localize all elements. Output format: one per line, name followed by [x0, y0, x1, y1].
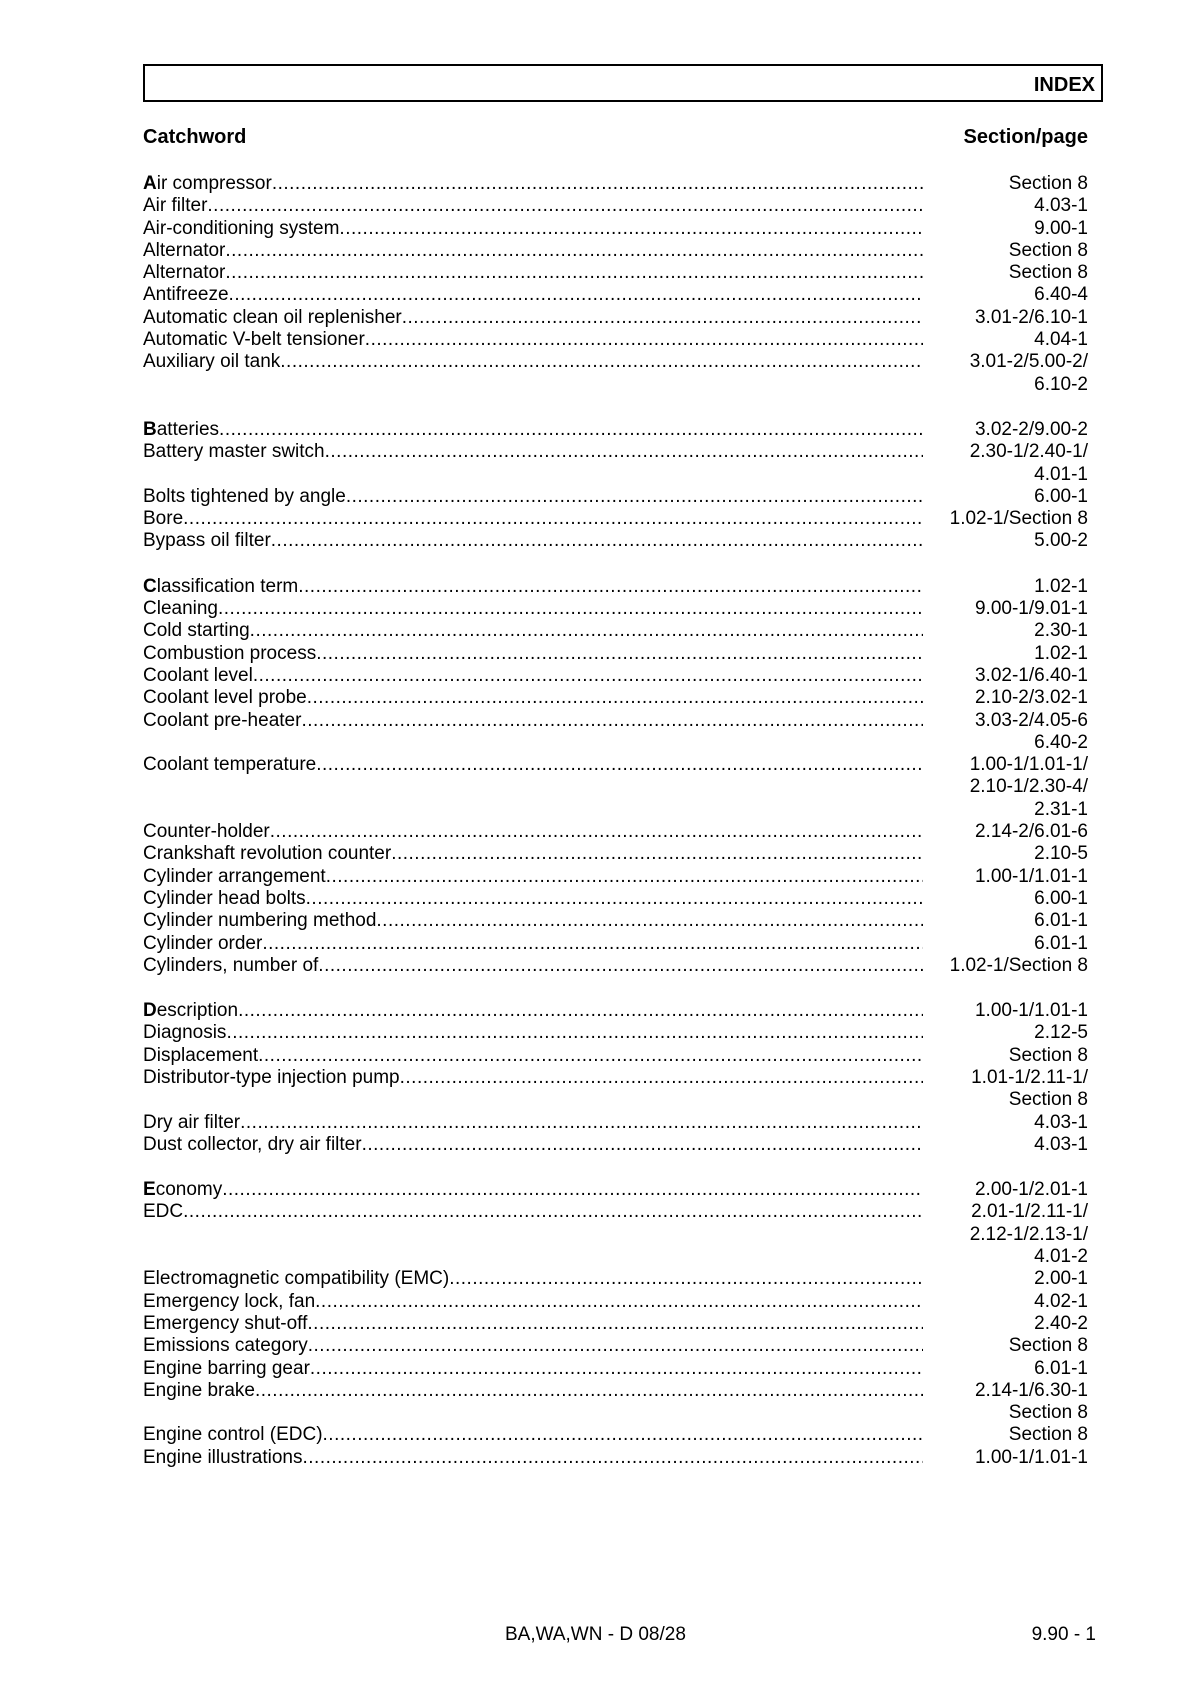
page-ref-line: 6.00-1 — [1034, 887, 1088, 909]
index-entry — [143, 1358, 1088, 1380]
catchword — [143, 933, 923, 955]
catchword-text: Automatic V-belt tensioner — [143, 329, 365, 351]
page-ref-line: 9.00-1/9.01-1 — [974, 598, 1088, 620]
catchword-text: Dry air filter — [143, 1111, 241, 1133]
group-initial-letter: A — [143, 173, 157, 194]
catchword — [143, 955, 923, 977]
catchword-text: Emissions category — [143, 1335, 308, 1357]
section-page-ref — [923, 173, 1088, 195]
index-entry — [143, 1291, 1088, 1313]
catchword-text: EDC — [143, 1201, 184, 1223]
section-page-ref — [923, 888, 1088, 910]
dot-leader — [226, 1022, 923, 1044]
dot-leader — [318, 955, 923, 977]
section-page-ref — [923, 240, 1088, 262]
page-ref-line: Section 8 — [1008, 239, 1088, 261]
index-entry — [143, 1313, 1088, 1335]
index-entry — [143, 218, 1088, 240]
catchword-column-header: Catchword — [143, 126, 247, 148]
section-page-ref — [923, 284, 1088, 306]
catchword — [143, 240, 923, 262]
catchword-text: Displacement — [143, 1044, 259, 1066]
section-page-ref — [923, 1358, 1088, 1380]
index-entry — [143, 710, 1088, 755]
catchword-text: Cylinder arrangement — [143, 865, 326, 887]
index-entry — [143, 508, 1088, 530]
catchword — [143, 351, 923, 373]
dot-leader — [323, 1424, 923, 1446]
page-ref-line: 1.01-1/2.11-1/ — [971, 1066, 1088, 1088]
dot-leader — [255, 1380, 923, 1402]
page-ref-line: 3.02-2/9.00-2 — [974, 418, 1088, 440]
catchword-text: Battery master switch — [143, 441, 325, 463]
section-page-ref — [923, 933, 1088, 955]
catchword-text: Engine control (EDC) — [143, 1424, 323, 1446]
page-ref-line: Section 8 — [1008, 1089, 1088, 1111]
index-entry — [143, 284, 1088, 306]
catchword — [143, 665, 923, 687]
page-ref-line: 6.40-4 — [1034, 284, 1088, 306]
catchword — [143, 710, 923, 732]
dot-leader — [346, 486, 923, 508]
catchword — [143, 1134, 923, 1156]
section-page-ref — [923, 1291, 1088, 1313]
catchword-text: Cylinder numbering method — [143, 910, 377, 932]
index-entry — [143, 1268, 1088, 1290]
catchword-text: conomy — [155, 1179, 223, 1201]
index-entry — [143, 240, 1088, 262]
page-ref-line: Section 8 — [1008, 173, 1088, 194]
page-ref-line: 2.10-2/3.02-1 — [974, 687, 1088, 709]
catchword — [143, 888, 923, 910]
catchword — [143, 1358, 923, 1380]
catchword — [143, 1268, 923, 1290]
index-entry — [143, 1022, 1088, 1044]
index-group — [143, 1179, 1088, 1469]
dot-leader — [222, 1179, 923, 1201]
section-page-ref — [923, 508, 1088, 530]
page-ref-line: 6.10-2 — [1034, 373, 1088, 395]
index-entry — [143, 262, 1088, 284]
catchword-text: Crankshaft revolution counter — [143, 843, 392, 865]
page-ref-line: 1.00-1/1.01-1/ — [969, 754, 1088, 776]
dot-leader — [307, 687, 923, 709]
section-page-ref — [923, 1268, 1088, 1290]
catchword-text: escription — [156, 1000, 239, 1022]
catchword — [143, 441, 923, 463]
index-entry — [143, 351, 1088, 396]
index-entry — [143, 307, 1088, 329]
dot-leader — [362, 1134, 923, 1156]
section-page-ref — [923, 1179, 1088, 1201]
section-page-ref — [923, 262, 1088, 284]
index-entry — [143, 530, 1088, 552]
dot-leader — [218, 598, 923, 620]
dot-leader — [219, 419, 923, 441]
index-entry — [143, 843, 1088, 865]
catchword-text: Bore — [143, 508, 184, 530]
catchword-text: Cold starting — [143, 620, 250, 642]
index-entry — [143, 486, 1088, 508]
catchword — [143, 262, 923, 284]
section-page-ref — [923, 1000, 1088, 1022]
catchword-text: Air filter — [143, 195, 208, 217]
section-page-ref — [923, 1045, 1088, 1067]
section-page-ref — [923, 1335, 1088, 1357]
section-page-ref — [923, 351, 1088, 396]
index-entry — [143, 821, 1088, 843]
section-page-ref — [923, 620, 1088, 642]
catchword — [143, 1380, 923, 1402]
index-entry — [143, 1134, 1088, 1156]
dot-leader — [238, 1000, 923, 1022]
dot-leader — [302, 1447, 923, 1469]
dot-leader — [183, 1201, 923, 1223]
group-initial-letter: D — [143, 1000, 157, 1022]
dot-leader — [301, 710, 923, 732]
page-ref-line: 4.01-1 — [1034, 463, 1088, 485]
index-list — [143, 173, 1088, 1492]
section-page-ref — [923, 1313, 1088, 1335]
page-ref-line: 1.00-1/1.01-1 — [974, 1446, 1088, 1468]
section-page-ref — [923, 1447, 1088, 1469]
section-page-ref — [923, 687, 1088, 709]
dot-leader — [298, 576, 923, 598]
catchword-text: Coolant level probe — [143, 687, 307, 709]
index-entry — [143, 1067, 1088, 1112]
index-entry — [143, 888, 1088, 910]
catchword — [143, 284, 923, 306]
page-ref-line: 4.03-1 — [1034, 1133, 1088, 1155]
index-entry — [143, 173, 1088, 195]
catchword-text: Bypass oil filter — [143, 530, 271, 552]
index-entry — [143, 329, 1088, 351]
section-page-ref — [923, 195, 1088, 217]
section-page-ref — [923, 1134, 1088, 1156]
dot-leader — [365, 329, 923, 351]
dot-leader — [225, 240, 923, 262]
dot-leader — [310, 1358, 923, 1380]
index-group — [143, 173, 1088, 396]
page-ref-line: 3.02-1/6.40-1 — [974, 664, 1088, 686]
page-ref-line: 2.14-1/6.30-1 — [974, 1379, 1088, 1401]
dot-leader — [391, 843, 923, 865]
catchword — [143, 1424, 923, 1446]
page-number: 9.90 - 1 — [1031, 1624, 1096, 1645]
page-ref-line: 5.00-2 — [1034, 530, 1088, 552]
page-ref-line: 4.03-1 — [1034, 1111, 1088, 1133]
page-ref-line: Section 8 — [1008, 1424, 1088, 1446]
catchword-text: Dust collector, dry air filter — [143, 1133, 362, 1155]
dot-leader — [402, 307, 923, 329]
page-ref-line: 2.31-1 — [1034, 798, 1088, 820]
section-page-ref — [923, 218, 1088, 240]
section-page-ref — [923, 1112, 1088, 1134]
dot-leader — [270, 821, 923, 843]
page-ref-line: 2.12-1/2.13-1/ — [969, 1223, 1088, 1245]
index-entry — [143, 1045, 1088, 1067]
index-entry — [143, 598, 1088, 620]
section-page-ref — [923, 419, 1088, 441]
dot-leader — [280, 351, 923, 373]
catchword — [143, 1179, 923, 1201]
page-ref-line: 3.03-2/4.05-6 — [974, 709, 1088, 731]
catchword-text: Coolant temperature — [143, 754, 317, 776]
section-page-ref — [923, 1067, 1088, 1112]
catchword-text: Combustion process — [143, 642, 317, 664]
dot-leader — [253, 665, 923, 687]
page-ref-line: 4.02-1 — [1034, 1290, 1088, 1312]
catchword — [143, 643, 923, 665]
dot-leader — [307, 1313, 923, 1335]
index-entry — [143, 1112, 1088, 1134]
section-page-ref — [923, 665, 1088, 687]
catchword-text: Emergency lock, fan — [143, 1290, 316, 1312]
page-ref-line: 1.02-1 — [1034, 575, 1088, 597]
section-page-column-header: Section/page — [963, 126, 1088, 148]
section-page-ref — [923, 866, 1088, 888]
index-entry — [143, 1000, 1088, 1022]
page-ref-line: 2.14-2/6.01-6 — [974, 821, 1088, 843]
index-entry — [143, 955, 1088, 977]
index-entry — [143, 419, 1088, 441]
page-ref-line: 6.01-1 — [1034, 910, 1088, 932]
index-entry — [143, 754, 1088, 821]
catchword — [143, 843, 923, 865]
document-code: BA,WA,WN - D 08/28 — [505, 1624, 686, 1645]
page-ref-line: 6.01-1 — [1034, 1357, 1088, 1379]
index-entry — [143, 910, 1088, 932]
index-entry — [143, 1335, 1088, 1357]
section-page-ref — [923, 598, 1088, 620]
dot-leader — [229, 284, 923, 306]
section-page-ref — [923, 486, 1088, 508]
dot-leader — [207, 195, 923, 217]
index-group — [143, 576, 1088, 977]
section-page-ref — [923, 710, 1088, 755]
dot-leader — [376, 910, 923, 932]
page-ref-line: 3.01-2/5.00-2/ — [969, 351, 1088, 373]
section-page-ref — [923, 441, 1088, 486]
section-page-ref — [923, 1380, 1088, 1425]
index-entry — [143, 1447, 1088, 1469]
catchword-text: Auxiliary oil tank — [143, 351, 281, 373]
section-page-ref — [923, 955, 1088, 977]
page-ref-line: 2.30-1/2.40-1/ — [969, 441, 1088, 463]
catchword — [143, 1313, 923, 1335]
dot-leader — [183, 508, 923, 530]
catchword-text: Cylinders, number of — [143, 954, 319, 976]
catchword — [143, 1447, 923, 1469]
dot-leader — [316, 643, 923, 665]
page-ref-line: 1.00-1/1.01-1 — [974, 1000, 1088, 1022]
dot-leader — [400, 1067, 923, 1089]
page-ref-line: 6.00-1 — [1034, 485, 1088, 507]
catchword-text: Coolant level — [143, 664, 253, 686]
page-title: INDEX — [1033, 74, 1095, 96]
index-entry — [143, 195, 1088, 217]
dot-leader — [325, 441, 923, 463]
catchword-text: Counter-holder — [143, 821, 270, 843]
page-ref-line: Section 8 — [1008, 1044, 1088, 1066]
page-ref-line: 6.40-2 — [1034, 731, 1088, 753]
page-ref-line: 4.03-1 — [1034, 195, 1088, 217]
dot-leader — [250, 620, 923, 642]
catchword-text: Engine barring gear — [143, 1357, 310, 1379]
catchword — [143, 508, 923, 530]
page-ref-line: 2.12-5 — [1034, 1022, 1088, 1044]
index-entry — [143, 643, 1088, 665]
group-initial-letter: C — [143, 575, 157, 597]
section-page-ref — [923, 910, 1088, 932]
catchword — [143, 754, 923, 776]
index-entry — [143, 576, 1088, 598]
catchword — [143, 620, 923, 642]
dot-leader — [271, 530, 923, 552]
group-initial-letter: B — [143, 418, 157, 440]
index-entry — [143, 1424, 1088, 1446]
section-page-ref — [923, 576, 1088, 598]
section-page-ref — [923, 530, 1088, 552]
catchword — [143, 821, 923, 843]
catchword-text: Automatic clean oil replenisher — [143, 306, 402, 328]
dot-leader — [316, 754, 923, 776]
page-ref-line: 1.02-1 — [1034, 642, 1088, 664]
page-ref-line: 2.00-1 — [1034, 1268, 1088, 1290]
section-page-ref — [923, 307, 1088, 329]
catchword-text: Engine brake — [143, 1379, 255, 1401]
catchword — [143, 1335, 923, 1357]
catchword — [143, 530, 923, 552]
catchword — [143, 218, 923, 240]
catchword — [143, 1000, 923, 1022]
catchword-text: Engine illustrations — [143, 1446, 303, 1468]
catchword-text: atteries — [156, 418, 220, 440]
page-ref-line: 9.00-1 — [1034, 217, 1088, 239]
page-ref-line: 1.02-1/Section 8 — [949, 954, 1088, 976]
index-header-box — [143, 64, 1103, 102]
catchword — [143, 1045, 923, 1067]
catchword — [143, 307, 923, 329]
section-page-ref — [923, 843, 1088, 865]
catchword — [143, 173, 923, 195]
page-ref-line: 4.04-1 — [1034, 329, 1088, 351]
section-page-ref — [923, 329, 1088, 351]
page-ref-line: 2.30-1 — [1034, 620, 1088, 642]
catchword-text: Cylinder order — [143, 932, 263, 954]
dot-leader — [225, 262, 923, 284]
catchword — [143, 687, 923, 709]
catchword — [143, 329, 923, 351]
index-entry — [143, 866, 1088, 888]
catchword-text: lassification term — [156, 575, 299, 597]
index-entry — [143, 1201, 1088, 1268]
catchword — [143, 910, 923, 932]
index-group — [143, 1000, 1088, 1156]
page-ref-line: 2.10-5 — [1034, 843, 1088, 865]
catchword — [143, 1067, 923, 1089]
catchword — [143, 1022, 923, 1044]
catchword-text: Coolant pre-heater — [143, 709, 302, 731]
dot-leader — [240, 1112, 923, 1134]
section-page-ref — [923, 821, 1088, 843]
dot-leader — [272, 173, 923, 195]
dot-leader — [308, 1335, 923, 1357]
catchword-text: Antifreeze — [143, 284, 229, 306]
dot-leader — [449, 1268, 923, 1290]
group-initial-letter: E — [143, 1179, 156, 1201]
dot-leader — [315, 1291, 923, 1313]
section-page-ref — [923, 754, 1088, 821]
index-entry — [143, 620, 1088, 642]
section-page-ref — [923, 1201, 1088, 1268]
index-entry — [143, 1380, 1088, 1425]
index-entry — [143, 933, 1088, 955]
index-entry — [143, 441, 1088, 486]
page-ref-line: 1.02-1/Section 8 — [949, 508, 1088, 530]
page-ref-line: 3.01-2/6.10-1 — [974, 306, 1088, 328]
catchword-text: Distributor-type injection pump — [143, 1066, 400, 1088]
page-ref-line: Section 8 — [1008, 262, 1088, 284]
catchword — [143, 866, 923, 888]
catchword-text: Electromagnetic compatibility (EMC) — [143, 1268, 450, 1290]
catchword — [143, 419, 923, 441]
catchword-text: Bolts tightened by angle — [143, 485, 346, 507]
dot-leader — [258, 1045, 923, 1067]
catchword — [143, 1201, 923, 1223]
index-entry — [143, 687, 1088, 709]
page-ref-line: 2.10-1/2.30-4/ — [969, 776, 1088, 798]
catchword — [143, 1291, 923, 1313]
catchword-text: Cleaning — [143, 598, 218, 620]
page-ref-line: Section 8 — [1008, 1335, 1088, 1357]
index-group — [143, 419, 1088, 553]
catchword — [143, 195, 923, 217]
catchword-text: Diagnosis — [143, 1022, 227, 1044]
page-ref-line: 1.00-1/1.01-1 — [974, 865, 1088, 887]
page-ref-line: 6.01-1 — [1034, 932, 1088, 954]
page-ref-line: 4.01-2 — [1034, 1246, 1088, 1268]
section-page-ref — [923, 1424, 1088, 1446]
section-page-ref — [923, 643, 1088, 665]
catchword — [143, 576, 923, 598]
catchword-text: ir compressor — [156, 173, 272, 194]
catchword-text: Emergency shut-off — [143, 1312, 308, 1334]
dot-leader — [326, 866, 923, 888]
dot-leader — [339, 218, 923, 240]
index-entry — [143, 1179, 1088, 1201]
catchword-text: Alternator — [143, 262, 226, 284]
catchword — [143, 598, 923, 620]
catchword-text: Cylinder head bolts — [143, 887, 306, 909]
page-ref-line: 2.01-1/2.11-1/ — [971, 1201, 1088, 1223]
index-entry — [143, 665, 1088, 687]
catchword — [143, 486, 923, 508]
dot-leader — [262, 933, 923, 955]
page-ref-line: 2.00-1/2.01-1 — [974, 1179, 1088, 1201]
catchword-text: Air-conditioning system — [143, 217, 340, 239]
page-ref-line: Section 8 — [1008, 1402, 1088, 1424]
catchword-text: Alternator — [143, 239, 226, 261]
dot-leader — [306, 888, 923, 910]
page-ref-line: 2.40-2 — [1034, 1312, 1088, 1334]
catchword — [143, 1112, 923, 1134]
section-page-ref — [923, 1022, 1088, 1044]
